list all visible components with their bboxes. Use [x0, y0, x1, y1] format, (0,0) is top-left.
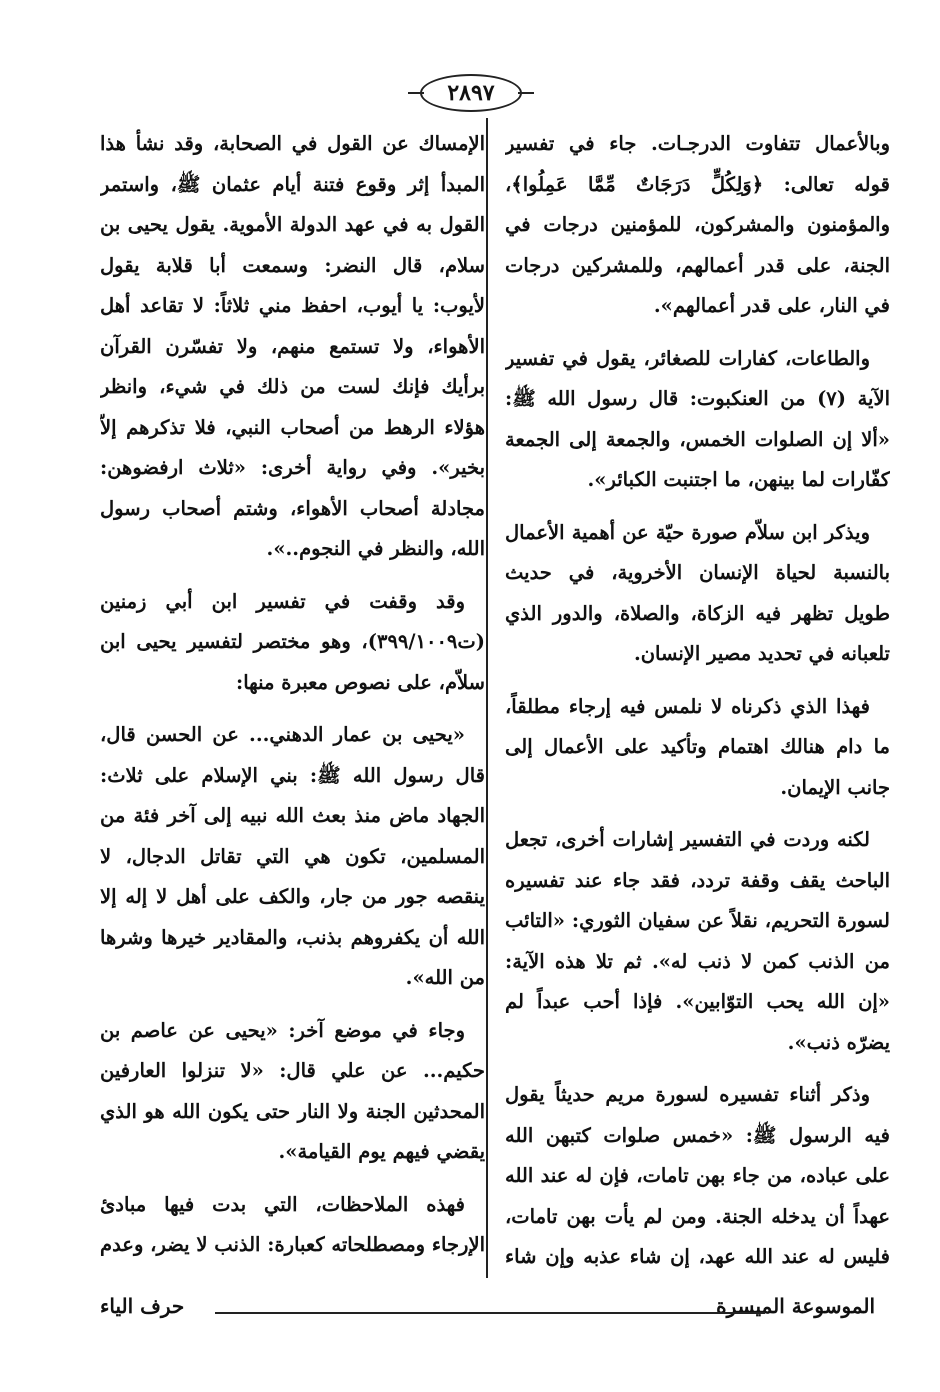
right-column: [505, 124, 890, 1274]
footer-rule: [215, 1312, 765, 1314]
paragraph: والطاعات، كفارات للصغائر، يقول في تفسير الآية (٧) من العنكبوت: قال رسول الله ﷺ: «ألا إن الصلوات الخمس، والجمعة إلى الجمعة كفّارات لما بينهن، ما اجتنبت الكبائر».: [505, 346, 890, 491]
paragraph: وقد وقفت في تفسير ابن أبي زمنين (ت٣٩٩/١٠٠٩)، وهو مختصر لتفسير يحيى ابن سلاّم، على نصوص معبرة منها:: [100, 589, 485, 694]
paragraph: «يحيى بن عمار الدهني... عن الحسن قال، قال رسول الله ﷺ: بني الإسلام على ثلاث: الجهاد ماض منذ بعث الله نبيه إلى آخر فئة من المسلمين، تكون هي التي تقاتل الدجال، لا ينقصه جور من جار، والكف على أهل لا إله إلا الله أن يكفروهم بذنب، والمقادير خيرها وشرها من الله».: [100, 723, 485, 989]
footer-encyclopedia-title: الموسوعة الميسرة: [716, 1294, 875, 1318]
paragraph: وبالأعمال تتفاوت الدرجـات. جاء في تفسير قوله تعالى: ﴿وَلِكُلٍّ دَرَجَاتٌ مِّمَّا عَمِلُوا﴾، والمؤمنون والمشركون، للمؤمنين درجات في الجنة، على قدر أعمالهم، وللمشركين درجات في النار، على قدر أعمالهم».: [505, 132, 890, 317]
page-footer: [100, 1294, 875, 1326]
footer-letter-section: حرف الياء: [100, 1294, 185, 1318]
paragraph: ويذكر ابن سلاّم صورة حيّة عن أهمية الأعمال بالنسبة لحياة الإنسان الأخروية، في حديث طويل تظهر فيه الزكاة، والصلاة، والدور الذي تلعبانه في تحديد مصير الإنسان.: [505, 520, 890, 665]
page-number: ٢٨٩٧: [420, 74, 522, 112]
paragraph: فهذه الملاحظات، التي بدت فيها مبادئ الإرجاء ومصطلحاته كعبارة: الذنب لا يضر، وعدم: [100, 1192, 485, 1256]
column-divider: [486, 118, 488, 1278]
paragraph: وجاء في موضع آخر: «يحيى عن عاصم بن حكيم... عن علي قال: «لا تنزلوا العارفين المحدثين الجنة ولا النار حتى يكون الله هو الذي يقضي فيهم يوم القيامة».: [100, 1018, 485, 1163]
paragraph: فهذا الذي ذكرناه لا نلمس فيه إرجاء مطلقاً، ما دام هنالك اهتمام وتأكيد على الأعمال إلى جانب الإيمان.: [505, 694, 890, 799]
left-column: [100, 124, 485, 1274]
paragraph: لكنه وردت في التفسير إشارات أخرى، تجعل الباحث يقف وقفة تردد، فقد جاء عند تفسيره لسورة التحريم، نقلاً عن سفيان الثوري: «التائب من الذنب كمن لا ذنب له». ثم تلا هذه الآية: «إن الله يحب التوّابين». فإذا أحب عبداً لم يضرّه ذنب».: [505, 828, 890, 1054]
paragraph: وذكر أثناء تفسيره لسورة مريم حديثاً يقول فيه الرسول ﷺ: «خمس صلوات كتبهن الله على عباده، من جاء بهن تامات، فإن له عند الله عهداً أن يدخله الجنة. ومن لم يأت بهن تامات، فليس له عند الله عهد، إن شاء عذبه وإن شاء: [505, 1083, 890, 1268]
paragraph: الإمساك عن القول في الصحابة، وقد نشأ هذا المبدأ إثر وقوع فتنة أيام عثمان ﷺ، واستمر القول به في عهد الدولة الأموية. يقول يحيى بن سلام، قال النضر: وسمعت أبا قلابة يقول لأيوب: يا أيوب، احفظ مني ثلاثاً: لا تقاعد أهل الأهواء، ولا تستمع منهم، ولا تفسّرن القرآن برأيك فإنك لست من ذلك في شيء، وانظر هؤلاء الرهط من أصحاب النبي، فلا تذكرهم إلاّ بخير». وفي رواية أخرى: «ثلاث ارفضوهن: مجادلة أصحاب الأهواء، وشتم أصحاب رسول الله، والنظر في النجوم..».: [100, 132, 485, 560]
